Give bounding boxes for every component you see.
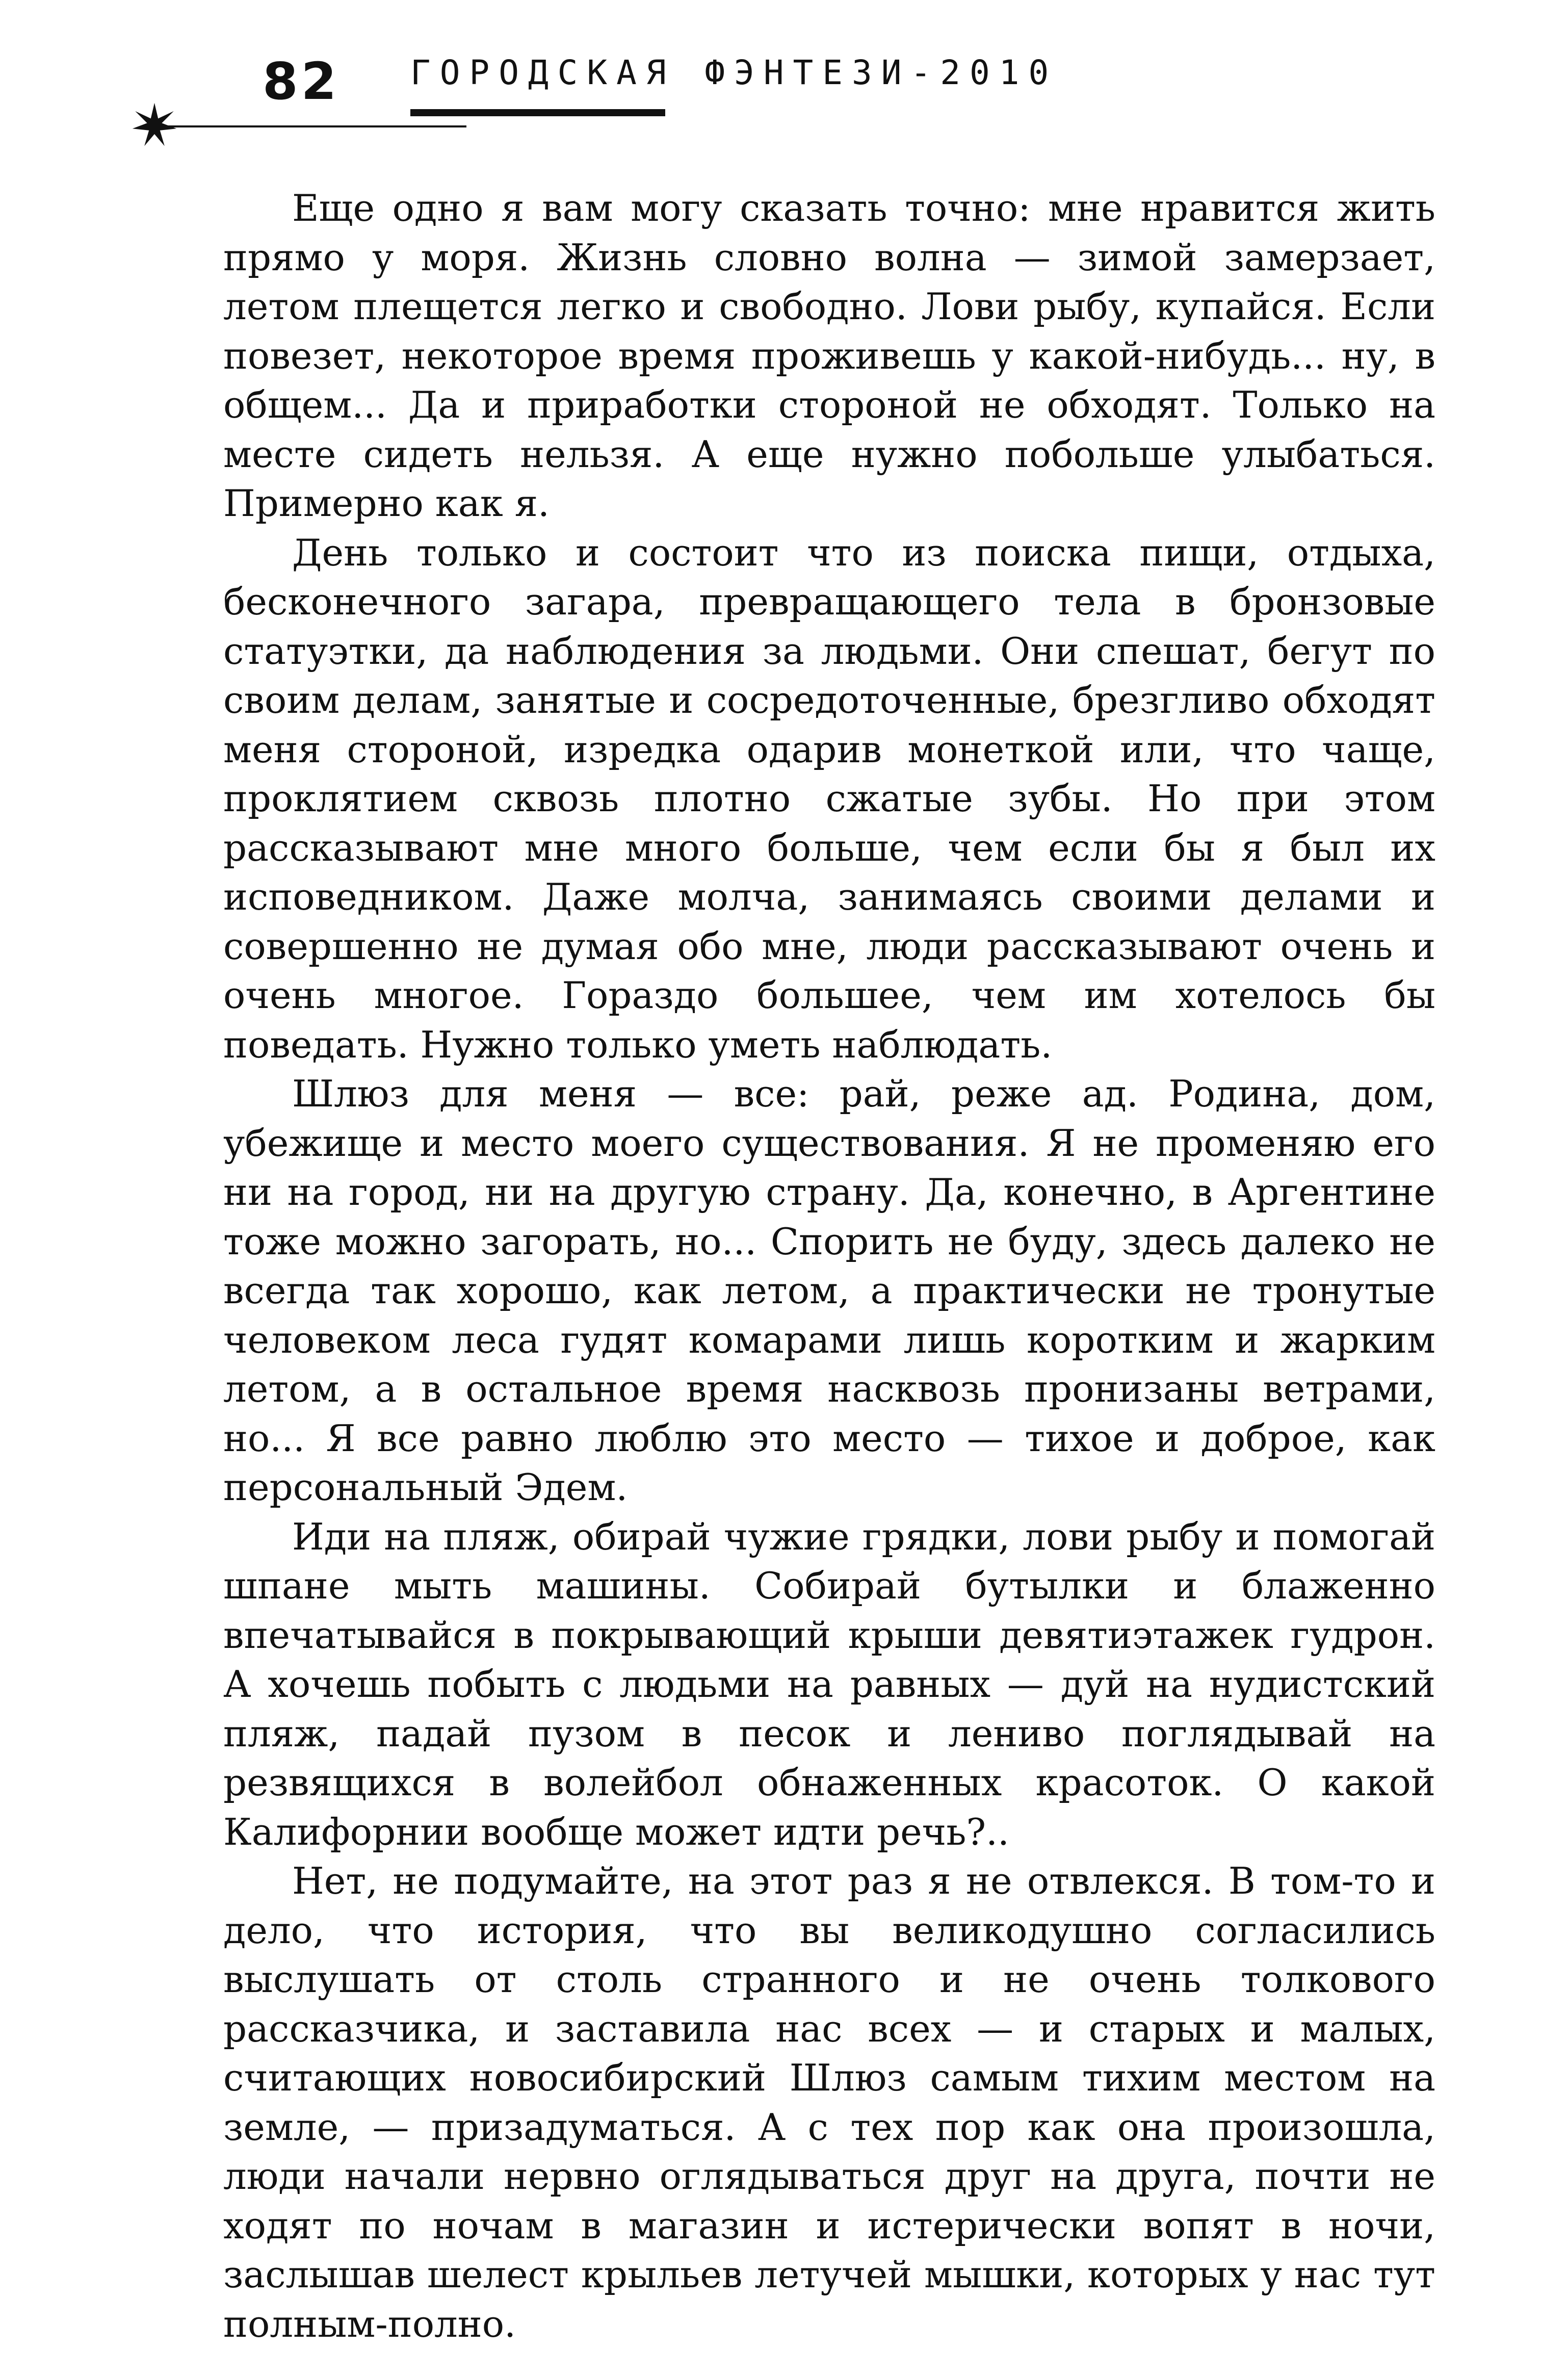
paragraph: Шлюз для меня — все: рай, реже ад. Родина, дом, убежище и место моего существования. Я не променяю его ни на город, ни на другую страну. Да, конечно, в Аргентине тоже можно загорать, но... Спорить не буду, здесь далеко не всегда так хорошо, как летом, а практически не тронутые человеком леса гудят комарами лишь коротким и жарким летом, а в остальное время насквозь пронизаны ветрами, но... Я все равно люблю это место — тихое и доброе, как персональный Эдем. [223,1072,1435,1509]
page-number: 82 [263,51,340,111]
running-title: ГОРОДСКАЯ ФЭНТЕЗИ-2010 [410,53,1058,92]
header-thin-rule [161,125,466,127]
paragraph: Еще одно я вам могу сказать точно: мне нравится жить прямо у моря. Жизнь словно волна — зимой замерзает, летом плещется легко и свободно. Лови рыбу, купайся. Если повезет, некоторое время проживешь у какой-нибудь... ну, в общем... Да и приработки стороной не обходят. Только на месте сидеть нельзя. А еще нужно побольше улыбаться. Примерно как я. [223,187,1435,525]
star-icon [132,102,177,148]
body-text [223,184,1435,2348]
paragraph: День только и состоит что из поиска пищи, отдыха, бесконечного загара, превращающего тела в бронзовые статуэтки, да наблюдения за людьми. Они спешат, бегут по своим делам, занятые и сосредоточенные, брезгливо обходят меня стороной, изредка одарив монеткой или, что чаще, проклятием сквозь плотно сжатые зубы. Но при этом рассказывают мне много больше, чем если бы я был их исповедником. Даже молча, занимаясь своими делами и совершенно не думая обо мне, люди рассказывают очень и очень многое. Гораздо большее, чем им хотелось бы поведать. Нужно только уметь наблюдать. [223,531,1435,1066]
page-header [0,0,1568,153]
paragraph: Иди на пляж, обирай чужие грядки, лови рыбу и помогай шпане мыть машины. Собирай бутылки и блаженно впечатывайся в покрывающий крыши девятиэтажек гудрон. А хочешь побыть с людьми на равных — дуй на нудистский пляж, падай пузом в песок и лениво поглядывай на резвящихся в волейбол обнаженных красоток. О какой Калифорнии вообще может идти речь?.. [223,1515,1435,1853]
paragraph: Нет, не подумайте, на этот раз я не отвлекся. В том-то и дело, что история, что вы великодушно согласились выслушать от столь странного и не очень толкового рассказчика, и заставила нас всех — и старых и малых, считающих новосибирский Шлюз самым тихим местом на земле, — призадуматься. А с тех пор как она произошла, люди начали нервно оглядываться друг на друга, почти не ходят по ночам в магазин и истерически вопят в ночи, заслышав шелест крыльев летучей мышки, которых у нас тут полным-полно. [223,1860,1435,2345]
header-thick-rule [410,109,665,116]
